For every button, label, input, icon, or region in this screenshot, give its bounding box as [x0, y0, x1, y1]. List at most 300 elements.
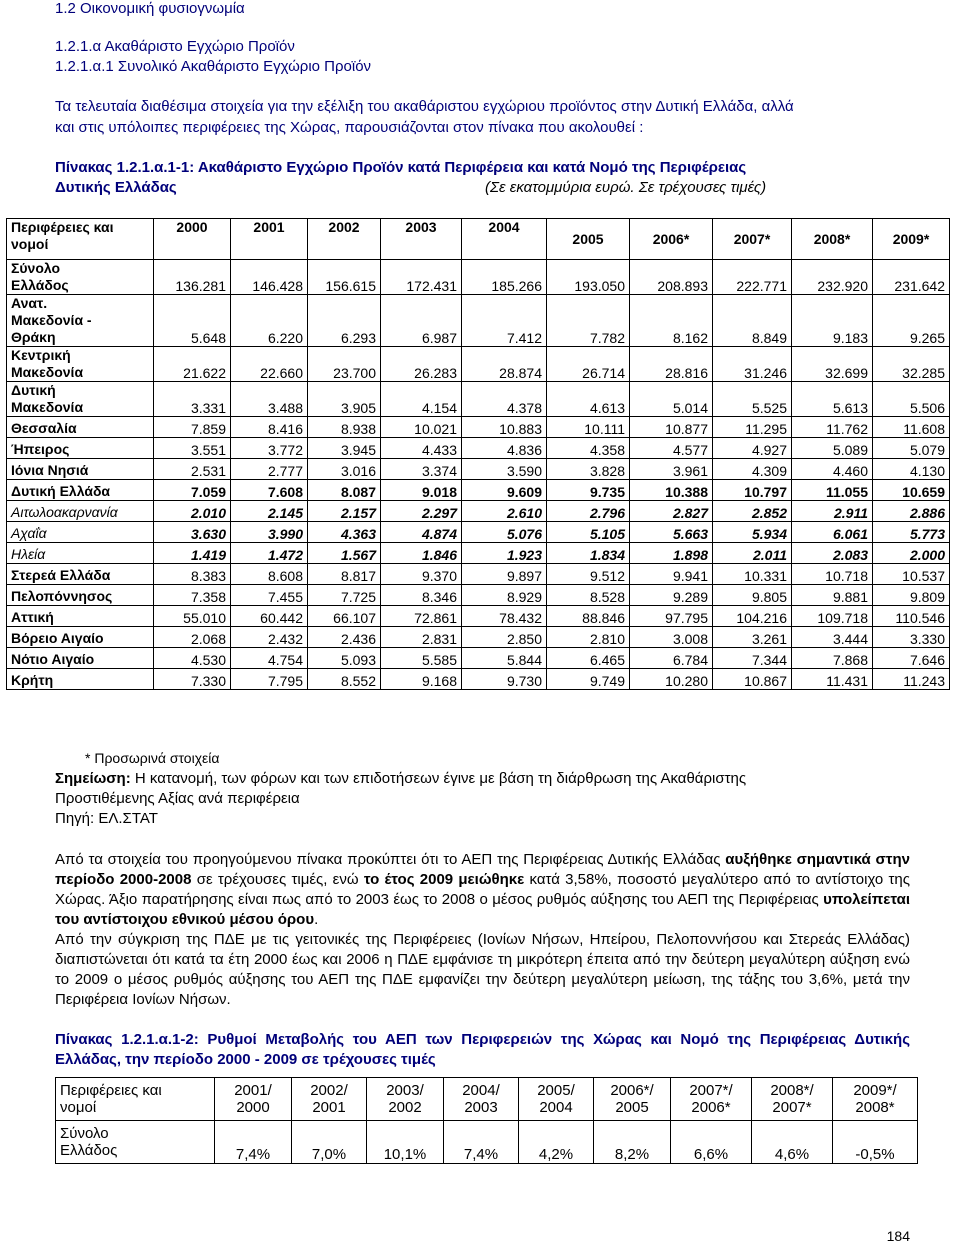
- period-header: [444, 1078, 519, 1121]
- table-cell: 2.827: [630, 501, 713, 522]
- table-cell: 4.836: [462, 438, 547, 459]
- header-label-line: νομοί: [60, 1099, 97, 1116]
- table-cell: 10.331: [713, 564, 792, 585]
- period-end: 2002: [388, 1099, 422, 1116]
- row-label-line: Πελοπόννησος: [11, 588, 113, 604]
- table-cell: 11.608: [873, 417, 950, 438]
- period-header: [367, 1078, 444, 1121]
- table-cell: 7.358: [154, 585, 231, 606]
- table-cell: 4.927: [713, 438, 792, 459]
- row-label-line: Θράκη: [11, 329, 56, 345]
- table-cell: 26.714: [547, 347, 630, 382]
- table-cell: 7.608: [231, 480, 308, 501]
- table-row: [7, 260, 950, 295]
- row-label: [7, 522, 154, 543]
- period-header: [519, 1078, 594, 1121]
- table-cell: 4.577: [630, 438, 713, 459]
- table-cell: 2.531: [154, 459, 231, 480]
- header-label-line: Περιφέρειες και: [60, 1082, 162, 1099]
- table-row: [7, 501, 950, 522]
- period-header: [292, 1078, 367, 1121]
- table-cell: 2.777: [231, 459, 308, 480]
- row-label: [7, 417, 154, 438]
- year-header: 2001: [231, 219, 308, 260]
- p1-f: υπολείπεται του αντίστοιχου εθνικού μέσου όρου: [55, 891, 910, 928]
- table-cell: 7.412: [462, 295, 547, 347]
- table-cell: 3.551: [154, 438, 231, 459]
- table-cell: 208.893: [630, 260, 713, 295]
- table-cell: 2.000: [873, 543, 950, 564]
- table-row: [7, 627, 950, 648]
- row-label: [7, 564, 154, 585]
- table-cell: 8.938: [308, 417, 381, 438]
- table-cell: 5.648: [154, 295, 231, 347]
- body-paragraph-2: Από την σύγκριση της ΠΔΕ με τις γειτονικές της Περιφέρειες (Ιονίων Νήσων, Ηπείρου, Πελοποννήσου και Στερεάς Ελλάδας) διαπιστώνεται ότι κατά τα έτη 2000 έως και 2006 η ΠΔΕ εμφάνισε τη μικρότερη έπειτα από την δεύτερη μεγαλύτερη αύξηση ενώ το 2009 ο μέσος ρυθμός αύξησης του ΑΕΠ της ΠΔΕ εμφανίζει την δεύτερη μεγαλύτερη μείωση, της τάξης του 3,6%, μετά την Περιφέρεια Ιονίων Νήσων.: [55, 931, 910, 1008]
- table-cell: 10.867: [713, 669, 792, 690]
- table-cell: 32.285: [873, 347, 950, 382]
- table-cell: 5.076: [462, 522, 547, 543]
- period-header: [594, 1078, 671, 1121]
- row-label-line: Μακεδονία: [11, 399, 84, 415]
- table-cell: 10.111: [547, 417, 630, 438]
- table-cell: 2.011: [713, 543, 792, 564]
- table-cell: 1.567: [308, 543, 381, 564]
- table-cell: 2.010: [154, 501, 231, 522]
- table-row: [7, 585, 950, 606]
- table-cell: 7.344: [713, 648, 792, 669]
- table-cell: 72.861: [381, 606, 462, 627]
- table-cell: 3.990: [231, 522, 308, 543]
- table-cell: 4.378: [462, 382, 547, 417]
- note-label: Σημείωση:: [55, 770, 131, 787]
- table-cell: 3.828: [547, 459, 630, 480]
- table-cell: 5.014: [630, 382, 713, 417]
- table-cell: 10.388: [630, 480, 713, 501]
- table-cell: 7.782: [547, 295, 630, 347]
- table-cell: 1.923: [462, 543, 547, 564]
- table-row: [7, 347, 950, 382]
- table-cell: 28.874: [462, 347, 547, 382]
- row-label: [56, 1121, 215, 1164]
- table-cell: 32.699: [792, 347, 873, 382]
- table-cell: 10.877: [630, 417, 713, 438]
- period-end: 2007*: [772, 1099, 812, 1116]
- period-start: 2007*/: [689, 1082, 733, 1099]
- table-cell: 2.436: [308, 627, 381, 648]
- table-cell: 1.472: [231, 543, 308, 564]
- table-row: [7, 417, 950, 438]
- table-cell: 9.289: [630, 585, 713, 606]
- table-cell: 22.660: [231, 347, 308, 382]
- table-cell: 109.718: [792, 606, 873, 627]
- period-start: 2009*/: [853, 1082, 897, 1099]
- table-cell: 172.431: [381, 260, 462, 295]
- row-label-line: Μακεδονία: [11, 364, 84, 380]
- table-cell: 10.537: [873, 564, 950, 585]
- table-cell: 4.433: [381, 438, 462, 459]
- table-row: [7, 522, 950, 543]
- table-cell: 9.805: [713, 585, 792, 606]
- subsubsection-heading: 1.2.1.α.1 Συνολικό Ακαθάριστο Εγχώριο Προϊόν: [55, 58, 372, 75]
- table2-header-row: [56, 1078, 918, 1121]
- row-label-line: Κεντρική: [11, 347, 71, 363]
- table-cell: 5.844: [462, 648, 547, 669]
- table-cell: 97.795: [630, 606, 713, 627]
- table-cell: 3.905: [308, 382, 381, 417]
- table-cell: 4.754: [231, 648, 308, 669]
- row-label-line: Αιτωλοακαρνανία: [11, 504, 118, 520]
- year-header: 2004: [462, 219, 547, 260]
- table-cell: 10.883: [462, 417, 547, 438]
- table-cell: 11.295: [713, 417, 792, 438]
- table-cell: 136.281: [154, 260, 231, 295]
- year-header: 2009*: [873, 219, 950, 260]
- table-row: [7, 295, 950, 347]
- table-row: [7, 669, 950, 690]
- table-cell: 9.370: [381, 564, 462, 585]
- table-cell: 5.613: [792, 382, 873, 417]
- table-cell: 21.622: [154, 347, 231, 382]
- table-cell: 146.428: [231, 260, 308, 295]
- table-cell: 3.330: [873, 627, 950, 648]
- table-cell: 3.016: [308, 459, 381, 480]
- table-cell: 8.929: [462, 585, 547, 606]
- row-label: [7, 295, 154, 347]
- table-cell: 110.546: [873, 606, 950, 627]
- table-cell: 6,6%: [671, 1121, 752, 1164]
- year-header: 2008*: [792, 219, 873, 260]
- period-header: [671, 1078, 752, 1121]
- table-cell: 2.850: [462, 627, 547, 648]
- table2-title: Πίνακας 1.2.1.α.1-2: Ρυθμοί Μεταβολής του ΑΕΠ των Περιφερειών της Χώρας και Νομό της Περιφέρειας Δυτικής Ελλάδας, την περίοδο 2000 - 2009 σε τρέχουσες τιμές: [55, 1031, 910, 1068]
- table-cell: 1.834: [547, 543, 630, 564]
- row-label-line: Δυτική Ελλάδα: [11, 483, 111, 499]
- table-cell: 9.730: [462, 669, 547, 690]
- growth-table: [55, 1077, 918, 1164]
- row-label: [7, 585, 154, 606]
- table-row: [7, 480, 950, 501]
- table-cell: 2.068: [154, 627, 231, 648]
- period-end: 2001: [312, 1099, 346, 1116]
- table-cell: 7.725: [308, 585, 381, 606]
- table-cell: 9.265: [873, 295, 950, 347]
- row-label-line: Σύνολο: [60, 1125, 109, 1142]
- table-cell: 5.506: [873, 382, 950, 417]
- table-cell: 60.442: [231, 606, 308, 627]
- table-cell: 5.093: [308, 648, 381, 669]
- period-start: 2008*/: [770, 1082, 814, 1099]
- table-row: [7, 459, 950, 480]
- table-cell: 5.585: [381, 648, 462, 669]
- table-cell: 8.383: [154, 564, 231, 585]
- table-cell: 3.630: [154, 522, 231, 543]
- table-cell: 4.309: [713, 459, 792, 480]
- row-label-line: Ιόνια Νησιά: [11, 462, 89, 478]
- table-cell: 7.795: [231, 669, 308, 690]
- table-cell: 10.021: [381, 417, 462, 438]
- row-label-line: Ελλάδος: [11, 277, 69, 293]
- page-number: 184: [886, 1228, 910, 1244]
- table-cell: 9.018: [381, 480, 462, 501]
- period-start: 2004/: [462, 1082, 500, 1099]
- table-cell: 3.374: [381, 459, 462, 480]
- table-cell: 2.297: [381, 501, 462, 522]
- table-cell: 3.331: [154, 382, 231, 417]
- row-label: [7, 606, 154, 627]
- note-line-1: [55, 770, 910, 787]
- table-cell: -0,5%: [833, 1121, 918, 1164]
- p1-c: σε τρέχουσες τιμές, ενώ: [191, 871, 364, 888]
- p1-e: κατά 3,58%, ποσοστό μεγαλύτερο από το αντίστοιχο της Χώρας. Άξιο παρατήρησης είναι πως από το 2003 έως το 2008 ο μέσος ρυθμός αύξησης του ΑΕΠ της Περιφέρειας: [55, 871, 911, 908]
- table-cell: 1.846: [381, 543, 462, 564]
- table-cell: 3.261: [713, 627, 792, 648]
- table-row: [7, 543, 950, 564]
- period-header: [752, 1078, 833, 1121]
- table1-header-row: [7, 219, 950, 260]
- table-cell: 55.010: [154, 606, 231, 627]
- table-cell: 8.528: [547, 585, 630, 606]
- table-cell: 4.358: [547, 438, 630, 459]
- row-label-line: Σύνολο: [11, 260, 61, 276]
- table-cell: 9.881: [792, 585, 873, 606]
- table-cell: 232.920: [792, 260, 873, 295]
- table-cell: 2.432: [231, 627, 308, 648]
- table-cell: 8.087: [308, 480, 381, 501]
- table-cell: 8.608: [231, 564, 308, 585]
- table-cell: 2.831: [381, 627, 462, 648]
- table-cell: 104.216: [713, 606, 792, 627]
- row-label-line: Ανατ.: [11, 295, 48, 311]
- row-label: [7, 260, 154, 295]
- table-cell: 5.079: [873, 438, 950, 459]
- table-cell: 5.105: [547, 522, 630, 543]
- table-cell: 23.700: [308, 347, 381, 382]
- table-cell: 6.784: [630, 648, 713, 669]
- table-cell: 8.552: [308, 669, 381, 690]
- table-cell: 26.283: [381, 347, 462, 382]
- period-start: 2001/: [234, 1082, 272, 1099]
- period-header: [833, 1078, 918, 1121]
- row-label: [7, 438, 154, 459]
- table-cell: 2.796: [547, 501, 630, 522]
- table-cell: 2.810: [547, 627, 630, 648]
- period-end: 2005: [615, 1099, 649, 1116]
- row-label-line: Ηλεία: [11, 546, 46, 562]
- table-cell: 3.444: [792, 627, 873, 648]
- gdp-table: [6, 218, 950, 690]
- period-start: 2003/: [386, 1082, 424, 1099]
- row-label-line: Θεσσαλία: [11, 420, 77, 436]
- row-label-line: Νότιο Αιγαίο: [11, 651, 95, 667]
- period-end: 2006*: [691, 1099, 731, 1116]
- row-label: [7, 459, 154, 480]
- table-cell: 9.512: [547, 564, 630, 585]
- table-cell: 2.911: [792, 501, 873, 522]
- table-cell: 88.846: [547, 606, 630, 627]
- table-cell: 8.849: [713, 295, 792, 347]
- table-cell: 10.280: [630, 669, 713, 690]
- period-start: 2006*/: [610, 1082, 654, 1099]
- table-cell: 5.773: [873, 522, 950, 543]
- table-cell: 3.945: [308, 438, 381, 459]
- period-end: 2008*: [855, 1099, 895, 1116]
- table-cell: 4,2%: [519, 1121, 594, 1164]
- period-end: 2003: [464, 1099, 498, 1116]
- table-cell: 10,1%: [367, 1121, 444, 1164]
- row-label: [7, 648, 154, 669]
- period-end: 2000: [236, 1099, 270, 1116]
- table-cell: 3.488: [231, 382, 308, 417]
- table-cell: 8.817: [308, 564, 381, 585]
- table-cell: 10.797: [713, 480, 792, 501]
- table-cell: 28.816: [630, 347, 713, 382]
- table-cell: 6.465: [547, 648, 630, 669]
- section-heading: 1.2 Οικονομική φυσιογνωμία: [55, 0, 245, 17]
- row-label-line: Κρήτη: [11, 672, 54, 688]
- table-cell: 5.934: [713, 522, 792, 543]
- p1-a: Από τα στοιχεία του προηγούμενου πίνακα προκύπτει ότι το ΑΕΠ της Περιφέρειας Δυτικής Ελλάδας: [55, 851, 726, 868]
- header-label-line-1: Περιφέρειες και: [11, 219, 114, 235]
- table-row: [7, 564, 950, 585]
- table-cell: 10.659: [873, 480, 950, 501]
- row-label: [7, 480, 154, 501]
- period-start: 2005/: [537, 1082, 575, 1099]
- table-cell: 4.613: [547, 382, 630, 417]
- intro-line-1: Τα τελευταία διαθέσιμα στοιχεία για την εξέλιξη του ακαθάριστου εγχώριου προϊόντος στην Δυτική Ελλάδα, αλλά: [55, 98, 794, 115]
- p1-d: το έτος 2009 μειώθηκε: [363, 871, 525, 888]
- table-cell: 4.154: [381, 382, 462, 417]
- period-end: 2004: [539, 1099, 573, 1116]
- table1-header-label: [7, 219, 154, 260]
- note-line-2: Προστιθέμενης Αξίας ανά περιφέρεια: [55, 790, 300, 807]
- table-row: [7, 382, 950, 417]
- table-cell: 3.772: [231, 438, 308, 459]
- table-cell: 6.987: [381, 295, 462, 347]
- table-cell: 8.346: [381, 585, 462, 606]
- table-cell: 4.460: [792, 459, 873, 480]
- table-cell: 11.431: [792, 669, 873, 690]
- table-cell: 7,4%: [215, 1121, 292, 1164]
- table-cell: 2.145: [231, 501, 308, 522]
- table-cell: 6.293: [308, 295, 381, 347]
- table-cell: 2.610: [462, 501, 547, 522]
- body-paragraph-1: [55, 850, 910, 930]
- table-cell: 4,6%: [752, 1121, 833, 1164]
- table-cell: 185.266: [462, 260, 547, 295]
- table-cell: 193.050: [547, 260, 630, 295]
- table-cell: 7.330: [154, 669, 231, 690]
- table-row: [7, 606, 950, 627]
- table-cell: 1.419: [154, 543, 231, 564]
- table-cell: 9.941: [630, 564, 713, 585]
- table-cell: 1.898: [630, 543, 713, 564]
- source-line: Πηγή: ΕΛ.ΣΤΑΤ: [55, 810, 158, 827]
- table-cell: 2.083: [792, 543, 873, 564]
- year-header: 2005: [547, 219, 630, 260]
- year-header: 2000: [154, 219, 231, 260]
- table-cell: 4.130: [873, 459, 950, 480]
- table-cell: 8.416: [231, 417, 308, 438]
- p1-b: αυξήθηκε σημαντικά στην περίοδο 2000-2008: [55, 851, 910, 888]
- row-label-line: Μακεδονία -: [11, 312, 92, 328]
- table-cell: 5.525: [713, 382, 792, 417]
- table-cell: 5.089: [792, 438, 873, 459]
- table-cell: 11.243: [873, 669, 950, 690]
- table-cell: 3.590: [462, 459, 547, 480]
- table-cell: 8.162: [630, 295, 713, 347]
- table-cell: 9.749: [547, 669, 630, 690]
- period-start: 2002/: [310, 1082, 348, 1099]
- table-cell: 222.771: [713, 260, 792, 295]
- table1-title-2: Δυτικής Ελλάδας: [55, 179, 177, 196]
- row-label: [7, 501, 154, 522]
- row-label: [7, 669, 154, 690]
- row-label-line: Ελλάδος: [60, 1142, 118, 1159]
- table-cell: 4.874: [381, 522, 462, 543]
- table-cell: 9.183: [792, 295, 873, 347]
- header-label-line-2: νομοί: [11, 236, 49, 252]
- table-cell: 9.809: [873, 585, 950, 606]
- row-label-line: Ήπειρος: [11, 441, 70, 457]
- table-cell: 7.059: [154, 480, 231, 501]
- row-label-line: Αττική: [11, 609, 54, 625]
- table2-header-label: [56, 1078, 215, 1121]
- table-cell: 31.246: [713, 347, 792, 382]
- table-cell: 9.609: [462, 480, 547, 501]
- row-label: [7, 543, 154, 564]
- p1-g: .: [314, 911, 319, 928]
- table-cell: 9.897: [462, 564, 547, 585]
- table-row: [56, 1121, 918, 1164]
- table-cell: 6.061: [792, 522, 873, 543]
- table-cell: 7.646: [873, 648, 950, 669]
- table-cell: 4.530: [154, 648, 231, 669]
- row-label: [7, 627, 154, 648]
- table-cell: 11.055: [792, 480, 873, 501]
- table-cell: 66.107: [308, 606, 381, 627]
- table-cell: 7,0%: [292, 1121, 367, 1164]
- table1-unit: (Σε εκατομμύρια ευρώ. Σε τρέχουσες τιμές): [485, 179, 767, 196]
- note-text: Η κατανομή, των φόρων και των επιδοτήσεων έγινε με βάση τη διάρθρωση της Ακαθάριστης: [134, 770, 747, 787]
- intro-line-2: και στις υπόλοιπες περιφέρειες της Χώρας, παρουσιάζονται στον πίνακα που ακολουθεί :: [55, 119, 644, 136]
- table-cell: 2.886: [873, 501, 950, 522]
- table-cell: 6.220: [231, 295, 308, 347]
- table-row: [7, 648, 950, 669]
- period-header: [215, 1078, 292, 1121]
- year-header: 2003: [381, 219, 462, 260]
- row-label-line: Στερεά Ελλάδα: [11, 567, 111, 583]
- row-label-line: Αχαΐα: [11, 525, 47, 541]
- subsection-heading: 1.2.1.α Ακαθάριστο Εγχώριο Προϊόν: [55, 38, 295, 55]
- table-cell: 5.663: [630, 522, 713, 543]
- year-header: 2007*: [713, 219, 792, 260]
- table-cell: 78.432: [462, 606, 547, 627]
- table-cell: 11.762: [792, 417, 873, 438]
- table-cell: 3.008: [630, 627, 713, 648]
- table-cell: 7.455: [231, 585, 308, 606]
- row-label: [7, 382, 154, 417]
- table-cell: 2.852: [713, 501, 792, 522]
- table-cell: 7.859: [154, 417, 231, 438]
- table-cell: 2.157: [308, 501, 381, 522]
- table-cell: 4.363: [308, 522, 381, 543]
- provisional-note: * Προσωρινά στοιχεία: [85, 750, 220, 766]
- year-header: 2002: [308, 219, 381, 260]
- table-row: [7, 438, 950, 459]
- table-cell: 231.642: [873, 260, 950, 295]
- table-cell: 7.868: [792, 648, 873, 669]
- table-cell: 156.615: [308, 260, 381, 295]
